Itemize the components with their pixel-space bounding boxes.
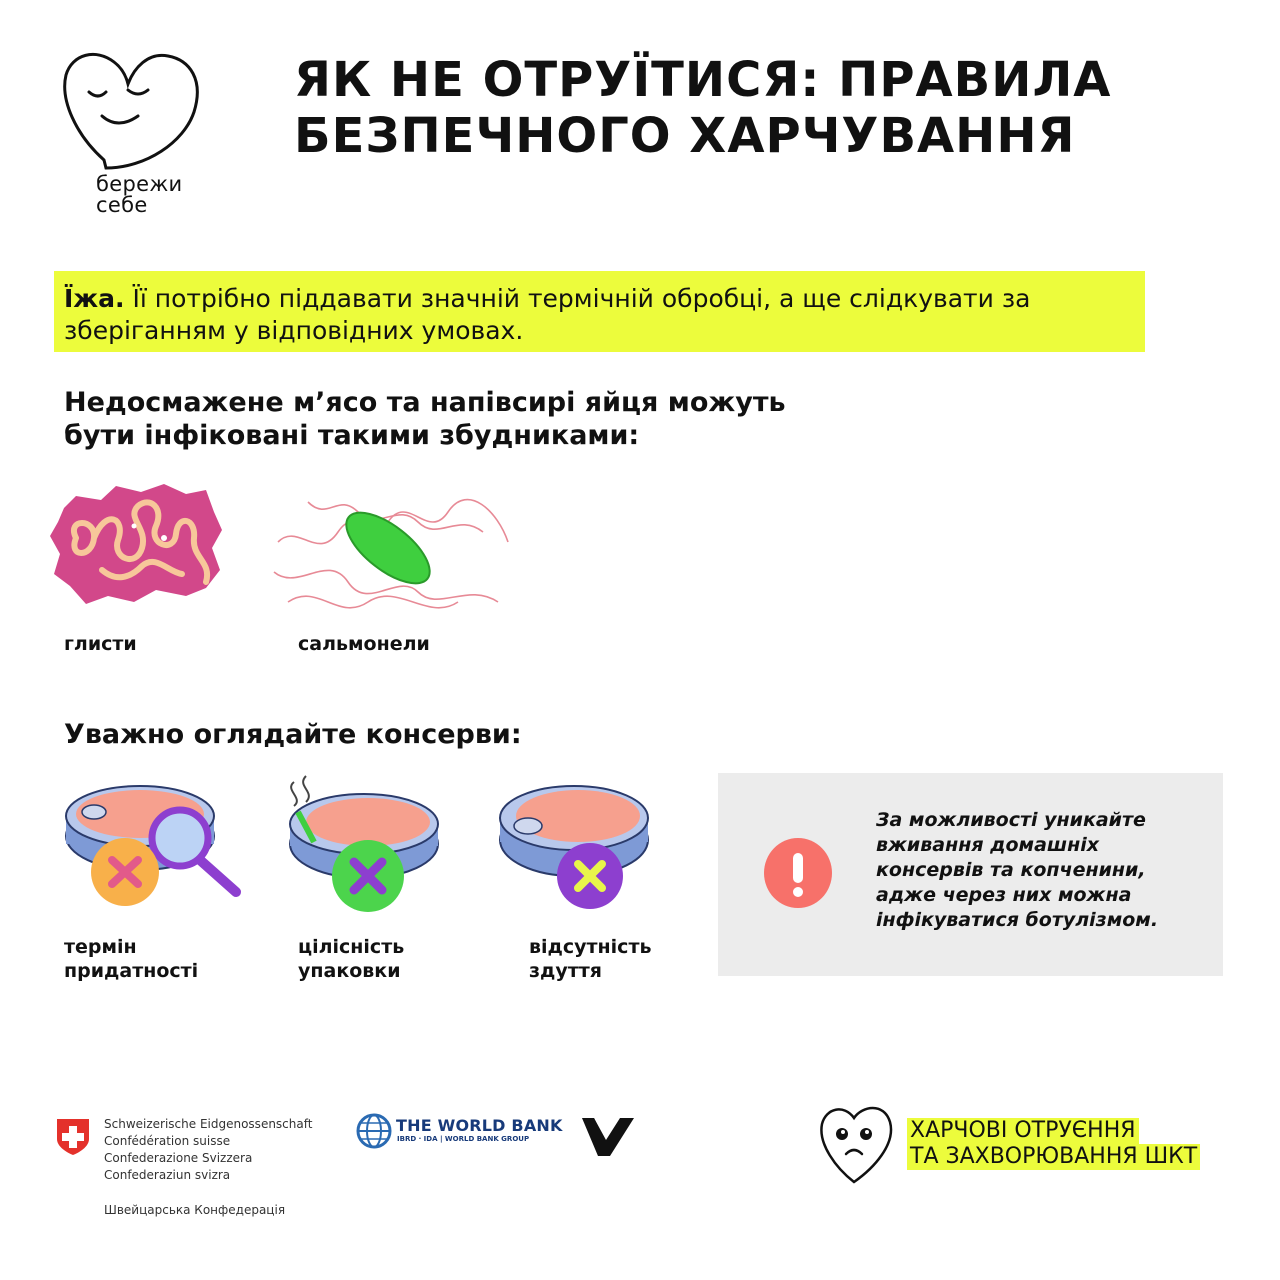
caption-expiry: термін придатності	[64, 936, 199, 982]
caption-no-swelling: відсутність здуття	[529, 936, 652, 982]
world-bank-title: THE WORLD BANK	[396, 1116, 563, 1135]
intro-highlight	[54, 271, 1145, 352]
swiss-shield-icon	[55, 1117, 91, 1157]
pathogens-heading: Недосмажене м’ясо та напівсирі яйця можуть бути інфіковані такими збудниками:	[64, 387, 786, 451]
caption-worms: глисти	[64, 633, 137, 655]
page-title: ЯК НЕ ОТРУЇТИСЯ: ПРАВИЛА БЕЗПЕЧНОГО ХАРЧУВАННЯ	[294, 52, 1112, 164]
exclamation-dot	[793, 887, 803, 897]
partner-logo-icon	[580, 1114, 636, 1158]
world-bank-globe-icon	[355, 1112, 393, 1150]
caption-salmonella: сальмонели	[298, 633, 430, 655]
can-magnifier-icon	[60, 780, 245, 915]
sad-heart-icon	[816, 1104, 894, 1186]
cans-heading: Уважно оглядайте консерви:	[64, 719, 522, 750]
swiss-confederation-ua: Швейцарська Конфедерація	[104, 1203, 286, 1217]
warning-text: За можливості уникайте вживання домашніх консервів та копченини, адже через них можна інфікуватися ботулізмом.	[876, 809, 1159, 931]
salmonella-icon	[268, 482, 518, 624]
logo-text: бережи себе	[96, 172, 183, 217]
worms-icon	[46, 478, 226, 608]
world-bank-subtitle: IBRD · IDA | WORLD BANK GROUP	[397, 1135, 530, 1143]
swiss-confederation-text: Schweizerische Eidgenossenschaft Confédération suisse Confederazione Svizzera Confederaziun svizra	[104, 1117, 313, 1182]
caption-integrity: цілісність упаковки	[298, 936, 405, 982]
can-swollen-icon	[494, 776, 654, 911]
intro-lead: Їжа.	[64, 284, 125, 313]
intro-text: Її потрібно піддавати значній термічній обробці, а ще слідкувати за зберіганням у відповідних умовах.	[64, 284, 1031, 345]
topic-tag-line1: ХАРЧОВІ ОТРУЄННЯ	[907, 1118, 1139, 1144]
exclamation-bar	[793, 853, 803, 883]
topic-tag-line2: ТА ЗАХВОРЮВАННЯ ШКТ	[907, 1144, 1200, 1170]
topic-tag	[907, 1118, 1225, 1170]
can-open-icon	[280, 772, 445, 917]
